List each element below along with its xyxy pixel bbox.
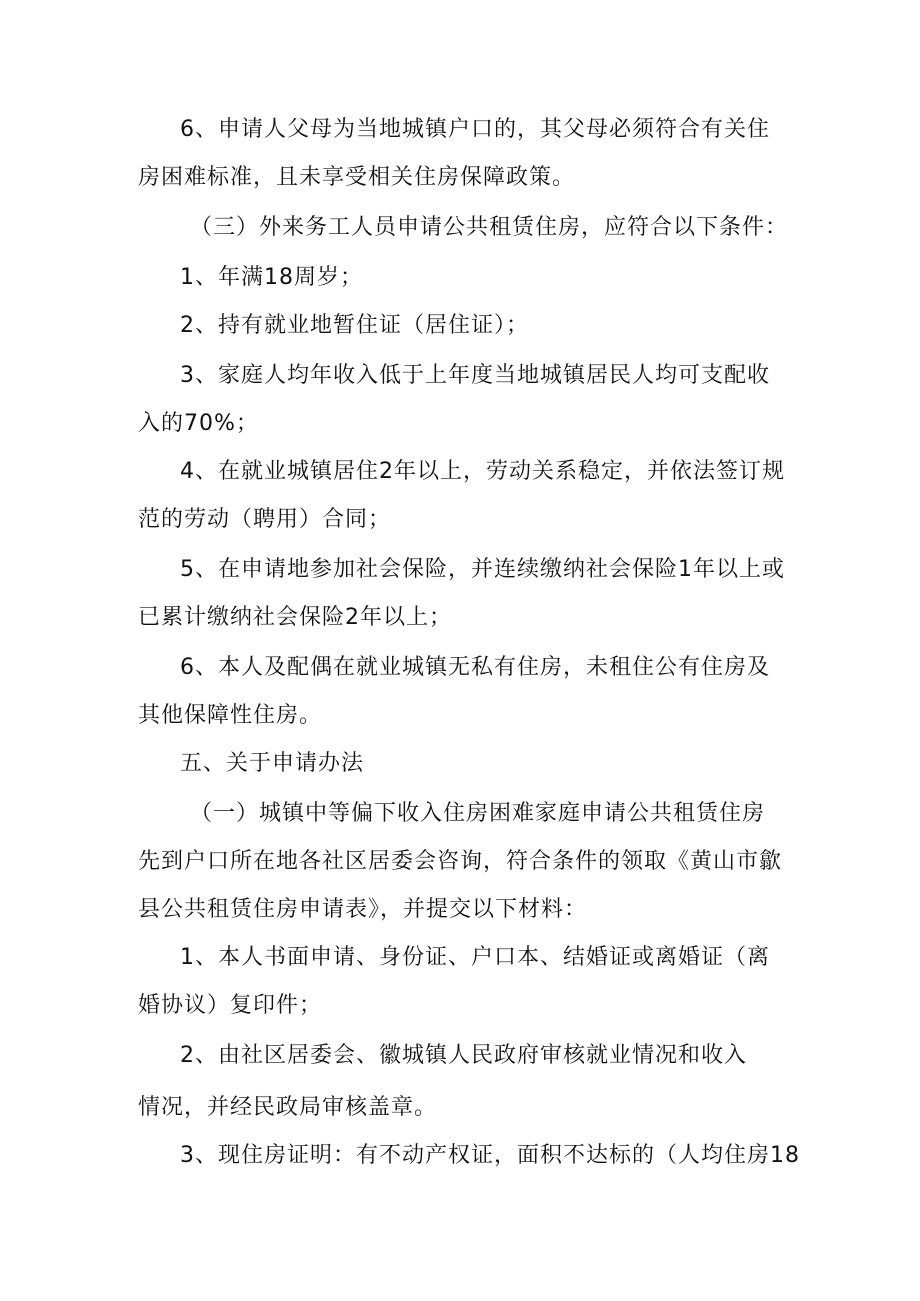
paragraph-line: 婚协议）复印件； — [138, 993, 323, 1018]
paragraph-line: 4、在就业城镇居住2年以上，劳动关系稳定，并依法签订规 — [180, 459, 785, 484]
section-heading-line: 五、关于申请办法 — [180, 751, 365, 776]
paragraph-line: 2、持有就业地暂住证（居住证）； — [180, 313, 529, 338]
paragraph-line: 5、在申请地参加社会保险，并连续缴纳社会保险1年以上或 — [180, 557, 785, 582]
paragraph-line: 其他保障性住房。 — [138, 703, 323, 728]
paragraph-line: 3、现住房证明：有不动产权证，面积不达标的（人均住房18 — [180, 1143, 800, 1168]
paragraph-line: 县公共租赁住房申请表》，并提交以下材料： — [138, 897, 588, 922]
paragraph-line: 1、年满18周岁； — [180, 265, 363, 290]
paragraph-line: 6、申请人父母为当地城镇户口的，其父母必须符合有关住 — [180, 117, 770, 142]
paragraph-line: 入的70%； — [138, 411, 259, 436]
paragraph-line: 情况，并经民政局审核盖章。 — [138, 1095, 438, 1120]
paragraph-line: 3、家庭人均年收入低于上年度当地城镇居民人均可支配收 — [180, 363, 770, 388]
section-heading-line: （三）外来务工人员申请公共租赁住房，应符合以下条件： — [190, 215, 789, 240]
paragraph-line: 2、由社区居委会、徽城镇人民政府审核就业情况和收入 — [180, 1043, 747, 1068]
paragraph-line: 1、本人书面申请、身份证、户口本、结婚证或离婚证（离 — [180, 945, 770, 970]
paragraph-line: 房困难标准，且未享受相关住房保障政策。 — [138, 165, 576, 190]
paragraph-line: 范的劳动（聘用）合同； — [138, 507, 392, 532]
paragraph-line: 已累计缴纳社会保险2年以上； — [138, 605, 452, 630]
subsection-heading-line: （一）城镇中等偏下收入住房困难家庭申请公共租赁住房 — [190, 801, 766, 826]
paragraph-line: 先到户口所在地各社区居委会咨询，符合条件的领取《黄山市歙 — [138, 849, 783, 874]
paragraph-line: 6、本人及配偶在就业城镇无私有住房，未租住公有住房及 — [180, 655, 770, 680]
